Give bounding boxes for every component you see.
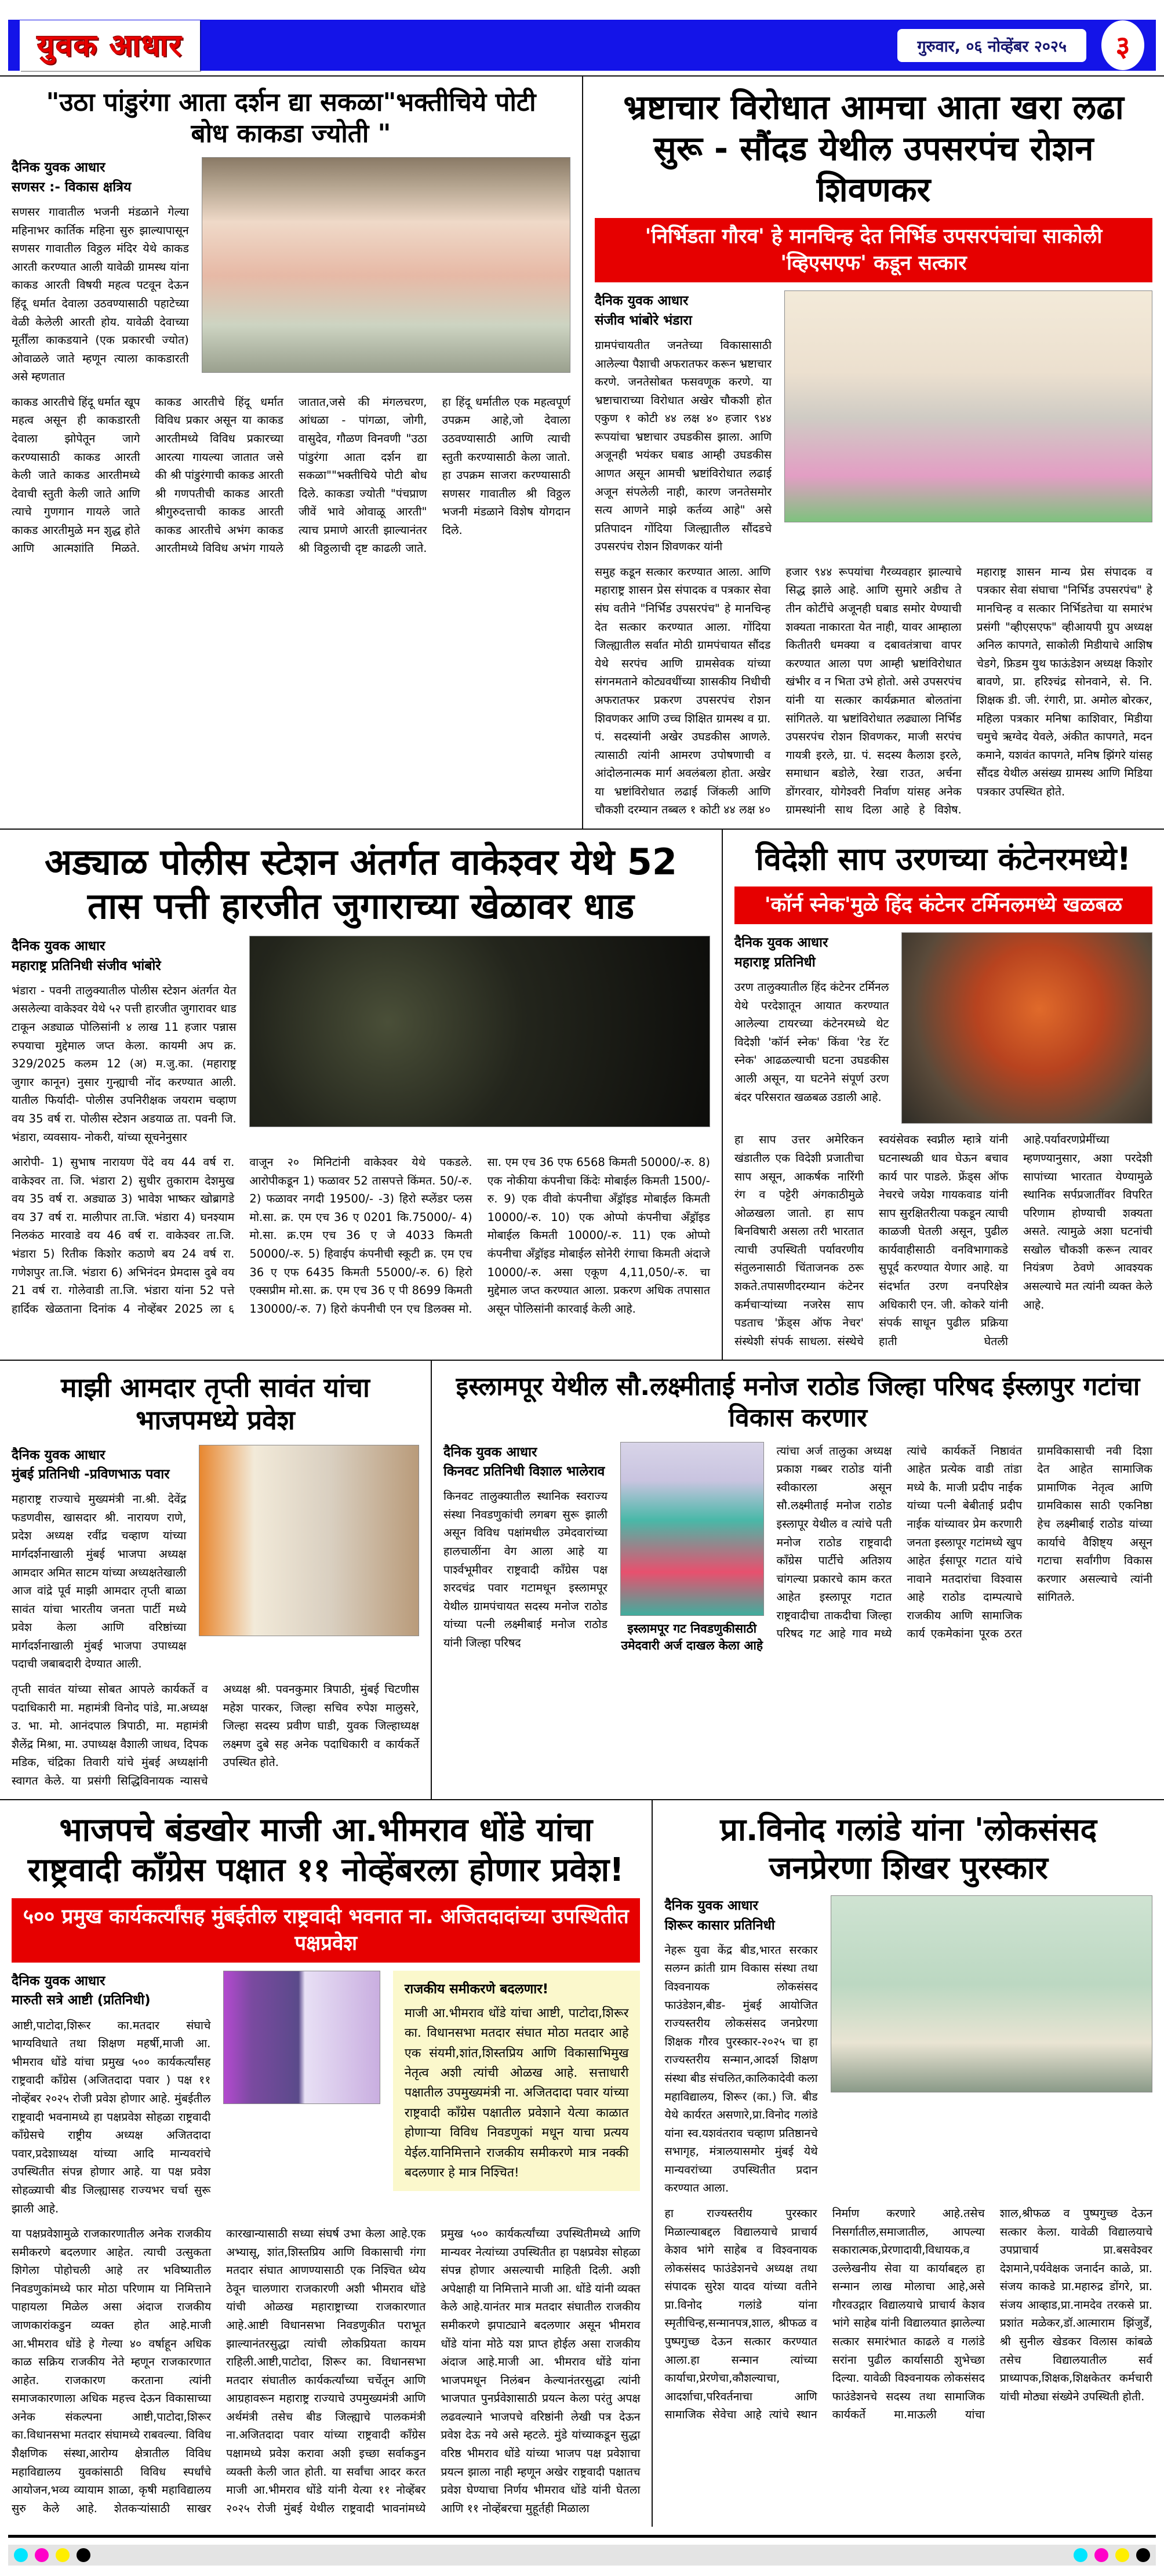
dhonde-subhead-banner: ५०० प्रमुख कार्यकर्त्यांसह मुंबईतील राष्ट्रवादी भवनात ना. अजितदादांच्या उपस्थितीत पक्षप्रवेश <box>12 1898 640 1963</box>
gambling-lead-text: भंडारा - पवनी तालुक्यातील पोलीस स्टेशन अंतर्गत येत असलेल्या वाकेश्वर येथे ५२ पत्ती हारजीत जुगारावर धाड टाकून अड्याळ पोलिसांनी ४ लाख 11 हजार पन्नास रुपयाचा मुद्देमाल जप्त केला. कायमी अप क्र. 329/2025 कलम 12 (अ) म.जु.का. (महाराष्ट्र जुगार कानून) नुसार गुन्ह्याची नोंद करण्यात आली. यातील फिर्यादी- पोलीस उपनिरीक्षक जयराम चव्हाण वय 35 वर्ष रा. पोलीस स्टेशन अडयाळ ता. पवनी जि. भंडारा, व्यवसाय- नोकरी, यांच्या सूचनेनुसार <box>12 983 237 1144</box>
magenta-registration-dot-icon <box>1094 2548 1108 2562</box>
snake-subhead-banner: 'कॉर्न स्नेक'मुळे हिंद कंटेनर टर्मिनलमध्ये खळबळ <box>734 886 1152 925</box>
article-corruption <box>582 77 1164 829</box>
cyan-registration-dot-icon <box>14 2548 28 2562</box>
dhonde-headline: भाजपचे बंडखोर माजी आ.भीमराव धोंडे यांचा राष्ट्रवादी काँग्रेस पक्षात ११ नोव्हेंबरला होणार प्रवेश! <box>27 1811 624 1889</box>
black-registration-dot-icon <box>1136 2548 1150 2562</box>
award-ceremony-photo <box>831 1895 1152 2092</box>
row-bottom <box>0 1799 1164 2527</box>
award-lede <box>664 1895 1152 2197</box>
corn-snake-photo <box>901 932 1152 1124</box>
award-headline: प्रा.विनोद गलांडे यांना 'लोकसंसद जनप्रेरणा शिखर पुरस्कार <box>720 1811 1097 1887</box>
trupti-lead-col <box>12 1445 186 1673</box>
byline-reporter: सणसर :- विकास क्षत्रिय <box>12 179 132 195</box>
trupti-headline: माझी आमदार तृप्ती सावंत यांचा भाजपमध्ये प्रवेश <box>61 1372 370 1436</box>
byline-reporter: संजीव भांबोरे भंडारा <box>595 313 692 328</box>
byline-reporter: महाराष्ट्र प्रतिनिधी <box>734 954 816 970</box>
corruption-body: समुह कडून सत्कार करण्यात आला. आणि महाराष्ट्र शासन प्रेस संपादक व पत्रकार सेवा संघ वतीने "निर्भिड उपसरपंच" हे मानचिन्ह देत सत्कार करण्यात आला. गोंदिया जिल्ह्यातील सर्वात मोठी ग्रामपंचायत सौंदड येथे सरपंच आणि ग्रामसेवक यांच्या संगनमताने कोट्यवधींच्या शासकीय निधीची अफरातफर प्रकरण उपसरपंच रोशन शिवणकर आणि उच्च शिक्षित ग्रामस्थ व ग्रा. पं. सदस्यांनी अखेर उघडकीस आणले. त्यासाठी त्यांनी आमरण उपोषणाची व आंदोलनात्मक मार्ग अवलंबला होता. अखेर या भ्रष्टांविरोधात लढाई जिंकली आणि चौकशी दरम्यान तब्बल १ कोटी ४४ लक्ष ४० हजार ९४४ रूपयांचा गैरव्यवहार झाल्याचे सिद्ध झाले आहे. आणि सुमारे अडीच ते तीन कोटींचे अजूनही घबाड समोर येण्याची शक्यता नाकारता येत नाही, यावर आम्हाला कितीतरी धमक्या व दबावतंत्राचा वापर करण्यात आला पण आम्ही भ्रष्टांविरोधात खंभीर व न भिता उभे होतो. असे उपसरपंच यांनी या सत्कार कार्यक्रमात बोलतांना सांगितले. या भ्रष्टांविरोधात लढ्याला निर्भिड उपसरपंच रोशन शिवणकर, माजी सरपंच गायत्री इरले, ग्रा. पं. सदस्य कैलाश इरले, समाधान बडोले, रेखा राउत, अर्चना डोंगरवार, योगेश्वरी निर्वाण यांसह अनेक ग्रामस्थांनी साथ दिला आहे हे विशेष. महाराष्ट्र शासन मान्य प्रेस संपादक व पत्रकार सेवा संघाचा "निर्भिड उपसरपंच" हे मानचिन्ह व सत्कार निर्भिडतेचा या समारंभ प्रसंगी "व्हीएसएफ" व्हीआयपी ग्रुप अध्यक्ष अनिल कापगते, साकोली मिडीयाचे आशिष चेडगे, फ्रिडम युथ फाऊंडेशन अध्यक्ष किशोर बावणे, प्रा. हरिश्चंद्र सोनवाने, से. नि. शिक्षक डी. जी. रंगारी, प्रा. अमोल बोरकर, महिला पत्रकार मनिषा काशिवार, मिडीया चमुचे ऋग्वेद येवले, अंकीत कापगते, मदन कमाने, यशवंत कापगते, मनिष झिंगरे यांसह सौंदड येथील असंख्य ग्रामस्थ आणि मिडिया पत्रकार उपस्थित होते. <box>595 565 1152 817</box>
article-islampur <box>431 1361 1164 1799</box>
byline-paper: दैनिक युवक आधार <box>595 293 689 309</box>
row-top <box>0 75 1164 829</box>
islampur-body: त्यांचा अर्ज तालुका अध्यक्ष प्रकाश गब्बर राठोड यांनी स्वीकारला असून सौ.लक्ष्मीताई मनोज राठोड इस्लापूर येथील व त्यांचे पती मनोज राठोड राष्ट्रवादी काँग्रेस पार्टीचे अतिशय चांगल्या प्रकारचे काम करत आहेत इस्लापूर गटात राष्ट्रवादीचा ताकदीचा जिल्हा परिषद गट आहे गाव मध्ये त्यांचे कार्यकर्ते निष्ठावंत आहेत प्रत्येक वाडी तांडा मध्ये कै. माजी प्रदीप नाईक यांच्या पत्नी बेबीताई प्रदीप नाईक यांच्यावर प्रेम करणारी जनता इस्लापूर गटांमध्ये खुप आहेत ईसापूर गटात यांचे नावाने मतदारांचा विश्वास आहे राठोड दाम्पत्याचे राजकीय आणि सामाजिक कार्य एकमेकांना पूरक ठरत ग्रामविकासाची नवी दिशा देत आहेत सामाजिक प्रामाणिक नेतृत्व आणि ग्रामविकास साठी एकनिष्ठा हेच लक्ष्मीबाई राठोड यांच्या कार्याचे वैशिष्ट्य असून गटाचा सर्वांगीण विकास करणार असल्याचे त्यांनी सांगितले. <box>776 1444 1152 1641</box>
snake-lead-text: उरण तालुक्यातील हिंद कंटेनर टर्मिनल येथे परदेशातून आयात करण्यात आलेल्या टायरच्या कंटेनरमध्ये थेट विदेशी 'कॉर्न स्नेक' किंवा 'रेड रॅट स्नेक' आढळल्याची घटना उघडकीस आली असून, या घटनेने संपूर्ण उरण बंदर परिसरात खळबळ उडाली आहे. <box>734 980 889 1104</box>
newspaper-logo <box>20 20 200 71</box>
highlight-title: राजकीय समीकरणे बदलणार! <box>404 1982 549 1997</box>
gambling-lede <box>12 936 710 1146</box>
corruption-lede <box>595 290 1152 556</box>
dhonde-lede <box>12 1971 640 2218</box>
snake-headline: विदेशी साप उरणच्या कंटेनरमध्ये! <box>755 840 1132 877</box>
highlight-text: माजी आ.भीमराव धोंडे यांचा आष्टी, पाटोदा,शिरूर का. विधानसभा मतदार संघात मोठा मतदार आहे एक संयमी,शांत,शिस्तप्रिय आणि विकासाभिमुख नेतृत्व अशी त्यांची ओळख आहे. सत्ताधारी पक्षातील उपमुख्यमंत्री ना. अजितदादा पवार यांच्या राष्ट्रवादी काँग्रेस पक्षातील प्रवेशाने येत्या काळात होणाऱ्या विविध निवडणुकां मधून याचा प्रत्यय येईल.यानिमित्ताने राजकीय समीकरणे मात्र नक्की बदलणार हे मात्र निश्चित! <box>404 2005 629 2180</box>
masthead <box>8 20 1156 71</box>
byline-paper: दैनिक युवक आधार <box>12 939 106 954</box>
kakad-lead-col <box>12 157 189 386</box>
cyan-registration-dot-icon <box>1074 2548 1087 2562</box>
felicitation-group-photo <box>784 290 1152 522</box>
dhonde-byline <box>12 1972 210 2011</box>
article-kakad-aarti <box>0 77 582 829</box>
gambling-headline: अड्याळ पोलीस स्टेशन अंतर्गत वाकेश्वर येथे 52 तास पत्ती हारजीत जुगाराच्या खेळावर धाड <box>44 840 677 927</box>
temple-aarti-photo <box>202 157 570 373</box>
kakad-lede <box>12 157 570 386</box>
edition-date: गुरुवार, ०६ नोव्हेंबर २०२५ <box>897 29 1086 62</box>
row-lower-middle <box>0 1360 1164 1799</box>
islampur-lead-text: किनवट तालुक्यातील स्थानिक स्वराज्य संस्था निवडणुकांची लगबग सुरू झाली असून विविध पक्षांमधील उमेदवारांच्या हालचालींना वेग आला आहे या पार्श्वभूमीवर राष्ट्रवादी काँग्रेस पक्ष शरदचंद्र पवार गटामधून इस्लामपूर येथील ग्रामपंचायत सदस्य मनोज राठोड यांच्या पत्नी लक्ष्मीबाई मनोज राठोड यांनी जिल्हा परिषद <box>443 1489 608 1649</box>
corruption-headline: भ्रष्टाचार विरोधात आमचा आता खरा लढा सुरू - सौंदड येथील उपसरपंच रोशन शिवणकर <box>623 88 1124 209</box>
byline-reporter: मुंबई प्रतिनिधी -प्रविणभाऊ पवार <box>12 1466 170 1482</box>
dhonde-highlight-wrap <box>393 1971 641 2218</box>
kakad-body: काकड आरतीचे हिंदू धर्मात खूप महत्व असून ही काकडारती देवाला झोपेतून जागे करण्यासाठी काकड आरती केली जाते काकड आरतीमध्ये देवाची स्तुती केली जाते आणि त्याचे गुणगान गायले जाते काकड आरतीमुळे मन शुद्ध होते आणि आत्मशांति मिळते. काकड आरतीचे हिंदू धर्मात विविध प्रकार असून या काकड आरतीमध्ये विविध प्रकारच्या आरत्या गायल्या जातात जसे की श्री पांडुरंगाची काकड आरती श्री गणपतीची काकड आरती श्रीगुरुदत्ताची काकड आरती काकड आरतीचे अभंग काकड आरतीमध्ये विविध अभंग गायले जातात,जसे की मंगलचरण, आंधळा - पांगळा, जोगी, वासुदेव, गौळण विनवणी "उठा पांडुरंगा आता दर्शन द्या सकळा""भक्तीचिये पोटी बोध दिले. काकडा ज्योती "पंचप्राण जीवें भावे ओवाळू आरती" त्याच प्रमाणे आरती झाल्यानंतर श्री विठ्ठलाची दृष्ट काढली जाते. हा हिंदू धर्मातील एक महत्वपूर्ण उपक्रम आहे,जो देवाला उठवण्यासाठी आणि त्याची स्तुती करण्यासाठी केला जातो. हा उपक्रम साजरा करण्यासाठी सणसर गावातील श्री विठ्ठल भजनी मंडळाने विशेष योगदान दिले. <box>12 395 570 555</box>
dhonde-lead-text: आष्टी,पाटोदा,शिरूर का.मतदार संघाचे भाग्यविधाते तथा शिक्षण महर्षी,माजी आ. भीमराव धोंडे यांचा प्रमुख ५०० कार्यकर्त्यांसह राष्ट्रवादी काँग्रेस (अजितदादा पवार ) पक्ष ११ नोव्हेंबर २०२५ रोजी प्रवेश होणार आहे. मुंबईतील राष्ट्रवादी भवनामध्ये हा पक्षप्रवेश सोहळा राष्ट्रवादी काँग्रेसचे राष्ट्रीय अध्यक्ष अजितदादा पवार,प्रदेशाध्यक्ष यांच्या आदि मान्यवरांचे उपस्थितीत संपन्न होणार आहे. या पक्ष प्रवेश सोहळ्याची बीड जिल्ह्यासह राज्यभर चर्चा सुरू झाली आहे. <box>12 2018 211 2215</box>
islampur-byline <box>443 1443 608 1482</box>
islampur-lead-col <box>443 1442 608 1655</box>
byline-reporter: शिरूर कासार प्रतिनिधी <box>664 1917 775 1933</box>
bjp-entry-photo <box>199 1445 419 1636</box>
corruption-lead-text: ग्रामपंचायतीत जनतेच्या विकासासाठी आलेल्या पैशाची अफरातफर करून भ्रष्टाचार करणे. जनतेसोबत फसवणूक करणे. या भ्रष्टाचाराच्या विरोधात अखेर चौकशी होत एकुण १ कोटी ४४ लक्ष ४० हजार ९४४ रूपयांचा भ्रष्टाचार उघडकीस झाला. आणि अजूनही भयंकर घबाड आम्ही उघडकीस आणत असून आमची भ्रष्टांविरोधात लढाई अजून संपलेली नाही, कारण जनतेसमोर सत्य आणने माझे कर्तव्य आहे" असे प्रतिपादन गोंदिया जिल्ह्यातील सौंदडचे उपसरपंच रोशन शिवणकर यांनी <box>595 338 772 554</box>
leaders-photo <box>223 1971 380 2104</box>
byline-reporter: महाराष्ट्र प्रतिनिधी संजीव भांबोरे <box>12 958 161 973</box>
islampur-headline: इस्लामपूर येथील सौ.लक्ष्मीताई मनोज राठोड जिल्हा परिषद ईस्लापुर गटांचा विकास करणार <box>456 1372 1140 1433</box>
islampur-photo-wrap <box>620 1442 764 1655</box>
snake-lead-col <box>734 932 889 1124</box>
print-registration-strip <box>8 2545 1156 2566</box>
dhonde-body: या पक्षप्रवेशामुळे राजकारणातील अनेक राजकीय समीकरणे बदलणार आहेत. त्याची उत्सुकता शिगेला पोहोचली आहे तर भविष्यातील निवडणुकांमध्ये फार मोठा परिणाम या निमित्ताने पाहायला मिळेल असा अंदाज राजकीय जाणकारांकडुन व्यक्त होत आहे.माजी आ.भीमराव धोंडे हे गेल्या ४० वर्षाहून अधिक काळ सक्रिय राजकीय नेते म्हणून राजकारणात आहेत. राजकारण करताना त्यांनी समाजकारणाला अधिक महत्त्व देऊन विकासाच्या अनेक संकल्पना आष्टी,पाटोदा,शिरूर का.विधानसभा मतदार संघामध्ये राबवल्या. विविध शैक्षणिक संस्था,आरोग्य क्षेत्रातील विविध महाविद्यालय युवकांसाठी विविध स्पर्धांचे आयोजन,भव्य व्यायाम शाळा, कृषी महाविद्यालय सुरु केले आहे. शेतकऱ्यांसाठी साखर कारखान्यासाठी सध्या संघर्ष उभा केला आहे.एक अभ्यासू, शांत,शिस्तप्रिय आणि विकासाची गंगा मतदार संघात आणण्यासाठी एक निश्चित ध्येय ठेवून चालणारा राजकारणी अशी भीमराव धोंडे यांची ओळख महाराष्ट्राच्या राजकारणात आहे.आष्टी विधानसभा निवडणुकीत पराभूत झाल्यानंतरसुद्धा त्यांची लोकप्रियता कायम राहिली.आष्टी,पाटोदा, शिरूर का. विधानसभा मतदार संघातील कार्यकर्त्यांच्या चर्चेतून आणि आग्रहावरून महाराष्ट्र राज्याचे उपमुख्यमंत्री आणि अर्थमंत्री तसेच बीड जिल्ह्याचे पालकमंत्री ना.अजितदादा पवार यांच्या राष्ट्रवादी काँग्रेस पक्षामध्ये प्रवेश करावा अशी इच्छा सर्वाकडुन व्यक्ती केली जात होती. या सर्वांचा आदर करत माजी आ.भीमराव धोंडे यांनी येत्या ११ नोव्हेंबर २०२५ रोजी मुंबई येथील राष्ट्रवादी भावनांमध्ये प्रमुख ५०० कार्यकर्त्यांच्या उपस्थितीमध्ये आणि मान्यवर नेत्यांच्या उपस्थितीत हा पक्षप्रवेश सोहळा संपन्न होणार असल्याची माहिती दिली. अशी अपेक्षाही या निमित्ताने माजी आ. धोंडे यांनी व्यक्त केले आहे.यानंतर मात्र मतदार संघातील राजकीय समीकरणे झपाट्याने बदलणार असून भीमराव धोंडे यांना मोठे यश प्राप्त होईल असा राजकीय अंदाज आहे.माजी आ. भीमराव धोंडे यांना भाजपमधून निलंबन केल्यानंतरसुद्धा त्यांनी भाजपात पुनर्प्रवेशासाठी प्रयत्न केला परंतु अपक्ष लढवल्याने भाजपचे वरिष्ठांनी लेखी पत्र देऊन प्रवेश देऊ नये असे म्हटले. मुंडे यांच्याकडून सुद्धा वरिष्ठ भीमराव धोंडे यांच्या भाजप पक्ष प्रवेशाचा प्रयत्न झाला नाही म्हणून अखेर राष्ट्रवादी पक्षातच प्रवेश घेण्याचा निर्णय भीमराव धोंडे यांनी घेतला आणि ११ नोव्हेंबरचा मुहूर्तही मिळाला <box>12 2227 641 2515</box>
dhonde-highlight-box <box>393 1971 641 2191</box>
gambling-lead-col <box>12 936 237 1146</box>
registration-dots-right <box>1074 2548 1150 2562</box>
kakad-lead-text: सणसर गावातील भजनी मंडळाने गेल्या महिनाभर कार्तिक महिना सुरु झाल्यापासून सणसर गावातील विठ्ठल मंदिर येथे काकड आरती करण्यात आली यावेळी ग्रामस्थ यांना काकड आरती विषयी महत्व पटवून देऊन हिंदू धर्मात देवाला उठवण्यासाठी पहाटेच्या वेळी केलेली आरती होय. यावेळी देवाच्या मूर्तींला काकडयाने (एक प्रकारची ज्योत) ओवाळले जाते म्हणून त्याला काकडारती असे म्हणतात <box>12 205 189 384</box>
award-body: हा राज्यस्तरीय पुरस्कार मिळाल्याबद्दल विद्यालयाचे प्राचार्य केशव भांगे साहेब व विश्वनायक लोकसंसद फाउंडेशनचे अध्यक्ष तथा संपादक सुरेश यादव यांच्या वतीने प्रा.विनोद गलांडे यांना स्मृतीचिन्ह,सन्मानपत्र,शाल, श्रीफळ व पुष्पगुच्छ देऊन सत्कार करण्यात आला.हा सन्मान त्यांच्या कार्याचा,प्रेरणेचा,कौशल्याचा, आदर्शाचा,परिवर्तनाचा आणि सामाजिक सेवेचा आहे त्यांचे स्थान निर्माण करणारे आहे.तसेच निसर्गातील,समाजातील, आपल्या सकारात्मक,प्रेरणादायी,विधायक,व उल्लेखनीय सेवा या कार्याबद्दल हा सन्मान लाख मोलाचा आहे,असे गौरवउद्गार विद्यालयाचे प्राचार्य केशव भांगे साहेब यांनी विद्यालयात झालेल्या सत्कार समारंभात काढले व गलांडे सरांना पुढील कार्यासाठी शुभेच्छा दिल्या. यावेळी विश्वनायक लोकसंसद फाउंडेशनचे सदस्य तथा सामाजिक कार्यकर्ते मा.माऊली यांचा शाल,श्रीफळ व पुष्पगुच्छ देऊन सत्कार केला. यावेळी विद्यालयाचे उपप्राचार्य प्रा.बसवेश्वर देशमाने,पर्यवेक्षक जनार्दन काळे, प्रा. संजय काकडे प्रा.महारुद्र डोंगरे, प्रा. संजय आव्हाड,प्रा.नामदेव तरकसे प्रा. प्रशांत मळेकर,डॉ.आत्माराम झिंजुर्डें, श्री सुनील खेडकर विलास कांबळे तसेच विद्यालयातील सर्व प्राध्यापक,शिक्षक,शिक्षकेतर कर्मचारी यांची मोठ्या संख्येने उपस्थिती होती. <box>664 2206 1152 2422</box>
gambling-body: आरोपी- 1) सुभाष नारायण पेंदे वय 44 वर्ष रा. वाकेश्वर ता. जि. भंडारा 2) सुधीर तुकाराम देशमुख वय 35 वर्ष रा. अड्याळ 3) भावेश भाष्कर खोब्रागडे वय 37 वर्ष रा. मालीपार ता.जि. भंडारा 4) घनश्याम निलकंठ मारवाडे वय 46 वर्ष रा. वाकेश्वर ता.जि. भंडारा 5) रितीक किशोर कठाणे बय 24 वर्ष रा. गणेशपुर ता.जि. भंडारा 6) अभिनंदन प्रेमदास दुबे वय 21 वर्ष रा. गोलेवाडी ता.जि. भंडारा यांना 52 पत्ते हार्दिक खेळताना दिनांक 4 नोव्हेंबर 2025 ला ६ वाजून २० मिनिटांनी वाकेश्वर येथे पकडले. आरोपीकडून 1) फळावर 52 तासपत्ते किंमत. 50/-रु. 2) फळावर नगदी 19500/- -3) हिरो स्प्लेंडर प्लस मो.सा. क्र. एम एच 36 ए 0201 कि.75000/- 4) मो.सा. क्र.एम एच 36 ए जे 4033 किमती 50000/-रु. 5) हिवाईप कंपनीची स्कूटी क्र. एम एच 36 ए एफ 6435 किमती 55000/-रु. 6) हिरो एक्सप्रीम मो.सा. क्र. एम एच 36 ए पी 8699 किमती 130000/-रु. 7) हिरो कंपनीची एन एच डिलक्स मो. सा. एम एच 36 एफ 6568 किमती 50000/-रु. 8) एक नोकीया कंपनीचा किंदेः मोबाईल किमती 1500/-रु. 9) एक वीवो कंपनीचा अँड्रॉइड मोबाईल किमती 10000/-रु. 10) एक ओप्पो कंपनीचा अँड्रॉइड मोबाईल किमती 10000/-रु. 11) एक ओप्पो कंपनीचा अँड्रॉइड मोबाईल सोनेरी रंगाचा किमती अंदाजे 10000/-रु. असा एकूण 4,11,050/-रु. चा मुद्देमाल जप्त करण्यात आला. प्रकरण अधिक तपासात असून पोलिसांनी कारवाई केली आहे. <box>12 1156 710 1316</box>
snake-body: हा साप उत्तर अमेरिकन खंडातील एक विदेशी प्रजातीचा साप असून, आकर्षक नारिंगी रंग व पट्टेरी अंगकाठीमुळे ओळखला जातो. हा साप बिनविषारी असला तरी भारतात त्याची उपस्थिती पर्यावरणीय संतुलनासाठी चिंताजनक ठरू शकते.तपासणीदरम्यान कंटेनर कर्मचाऱ्यांच्या नजरेस साप पडताच 'फ्रेंड्स ऑफ नेचर' संस्थेशी संपर्क साधला. संस्थेचे स्वयंसेवक स्वप्नील म्हात्रे यांनी घटनास्थळी धाव घेऊन बचाव कार्य पार पाडले. फ्रेंड्स ऑफ नेचरचे जयेश गायकवाड यांनी साप सुरक्षितरीत्या पकडून त्याची काळजी घेतली असून, पुढील कार्यवाहीसाठी वनविभागाकडे सुपूर्द करण्यात येणार आहे. या संदर्भात उरण वनपरिक्षेत्र अधिकारी एन. जी. कोकरे यांनी संपर्क साधून पुढील प्रक्रिया हाती घेतली आहे.पर्यावरणप्रेमींच्या म्हणण्यानुसार, अशा परदेशी सापांच्या भारतात येण्यामुळे स्थानिक सर्पप्रजातींवर विपरित परिणाम होण्याची शक्यता असते. त्यामुळे अशा घटनांची सखोल चौकशी करून त्यावर नियंत्रण ठेवणे आवश्यक असल्याचे मत त्यांनी व्यक्त केले आहे. <box>734 1133 1152 1348</box>
award-lead-text: नेहरू युवा केंद्र बीड,भारत सरकार सलग्न क्रांती ग्राम विकास संस्था तथा विश्वनायक लोकसंसद फाउंडेशन,बीड- मुंबई आयोजित राज्यस्तरीय लोकसंसद जनप्रेरणा शिक्षक गौरव पुरस्कार-२०२५ चा हा राज्यस्तरीय सन्मान,आदर्श शिक्षण संस्था बीड संचलित,कालिकादेवी कला महाविद्यालय, शिरूर (का.) जि. बीड येथे कार्यरत असणारे,प्रा.विनोद गलांडे यांना स्व.यशवंतराव चव्हाण प्रतिष्ठानचे सभागृह, मंत्रालयासमोर मुंबई येथे मान्यवरांच्या उपस्थितीत प्रदान करण्यात आला. <box>664 1943 818 2195</box>
page-number-badge: ३ <box>1101 20 1144 70</box>
byline-paper: दैनिक युवक आधार <box>12 1447 106 1463</box>
article-dhonde <box>0 1800 652 2527</box>
islampur-photo-caption: इस्लामपूर गट निवडणुकीसाठी उमेदवारी अर्ज दाखल केला आहे <box>621 1621 763 1653</box>
registration-dots-left <box>14 2548 90 2562</box>
trupti-byline <box>12 1446 186 1485</box>
bottom-rule <box>8 2535 1156 2538</box>
article-award <box>652 1800 1164 2527</box>
article-foreign-snake <box>722 830 1164 1360</box>
kakad-headline: "उठा पांडुरंगा आता दर्शन द्या सकळा"भक्तीचिये पोटी बोध काकडा ज्योती " <box>46 88 536 148</box>
award-byline <box>664 1896 817 1935</box>
dhonde-lead-col <box>12 1971 210 2218</box>
candidate-portrait-photo <box>620 1442 764 1616</box>
dhonde-photo-wrap <box>223 1971 380 2218</box>
magenta-registration-dot-icon <box>35 2548 49 2562</box>
corruption-subhead-banner: 'निर्भिडता गौरव' हे मानचिन्ह देत निर्भिड उपसरपंचांचा साकोली 'व्हिएसएफ' कडून सत्कार <box>595 218 1152 282</box>
islampur-rest-wrap <box>777 1442 1152 1655</box>
byline-reporter: किनवट प्रतिनिधी विशाल भालेराव <box>443 1463 605 1479</box>
row-middle <box>0 829 1164 1360</box>
masthead-right <box>897 20 1144 70</box>
police-raid-night-photo <box>249 936 710 1127</box>
byline-paper: दैनिक युवक आधार <box>443 1444 537 1460</box>
byline-paper: दैनिक युवक आधार <box>12 1974 106 1989</box>
snake-lede <box>734 932 1152 1124</box>
trupti-lead-text: महाराष्ट्र राज्याचे मुख्यमंत्री ना.श्री. देवेंद्र फडणवीस, खासदार श्री. नारायण राणे, प्रदेश अध्यक्ष रवींद्र चव्हाण यांच्या मार्गदर्शनाखाली मुंबई भाजपा अध्यक्ष आमदार अमित साटम यांच्या अध्यक्षतेखाली आज वांद्रे पूर्व माझी आमदार तृप्ती बाळा सावंत यांचा भारतीय जनता पार्टी मध्ये प्रवेश केला आणि वरिष्ठांच्या मार्गदर्शनाखाली मुंबई भाजपा उपाध्यक्ष पदाची जबाबदारी देण्यात आली. <box>12 1492 187 1671</box>
byline-reporter: मारुती सत्रे आष्टी (प्रतिनिधी) <box>12 1993 151 2008</box>
yellow-registration-dot-icon <box>1115 2548 1129 2562</box>
black-registration-dot-icon <box>77 2548 90 2562</box>
snake-byline <box>734 933 889 972</box>
byline-paper: दैनिक युवक आधार <box>734 935 828 951</box>
trupti-lede <box>12 1445 419 1673</box>
trupti-body: तृप्ती सावंत यांच्या सोबत आपले कार्यकर्ते व पदाधिकारी मा. महामंत्री विनोद पांडे, मा.अध्यक्ष उ. भा. मो. आनंदपाल त्रिपाठी, मा. महामंत्री शैलेंद्र मिश्रा, मा. उपाध्यक्ष वैशाली जाधव, दिपक मडिक, चंद्रिका तिवारी यांचे मुंबई अध्यक्षांनी स्वागत केले. या प्रसंगी सिद्धिविनायक न्यासचे अध्यक्ष श्री. पवनकुमार त्रिपाठी, मुंबई चिटणीस महेश पारकर, जिल्हा सचिव रुपेश मालुसरे, जिल्हा सदस्य प्रवीण घाडी, युवक जिल्हाध्यक्ष लक्ष्मण दुबे सह अनेक पदाधिकारी व कार्यकर्ते उपस्थित होते. <box>12 1682 419 1787</box>
byline-paper: दैनिक युवक आधार <box>664 1898 758 1914</box>
kakad-byline <box>12 158 189 197</box>
article-gambling-raid <box>0 830 722 1360</box>
corruption-lead-col <box>595 290 772 556</box>
article-trupti-sawant <box>0 1361 431 1799</box>
yellow-registration-dot-icon <box>56 2548 70 2562</box>
gambling-byline <box>12 937 237 976</box>
corruption-byline <box>595 292 772 330</box>
islampur-lede <box>443 1442 1152 1655</box>
newspaper-logo-text: युवक आधार <box>37 28 183 63</box>
award-lead-col <box>664 1895 817 2197</box>
byline-paper: दैनिक युवक आधार <box>12 160 106 176</box>
